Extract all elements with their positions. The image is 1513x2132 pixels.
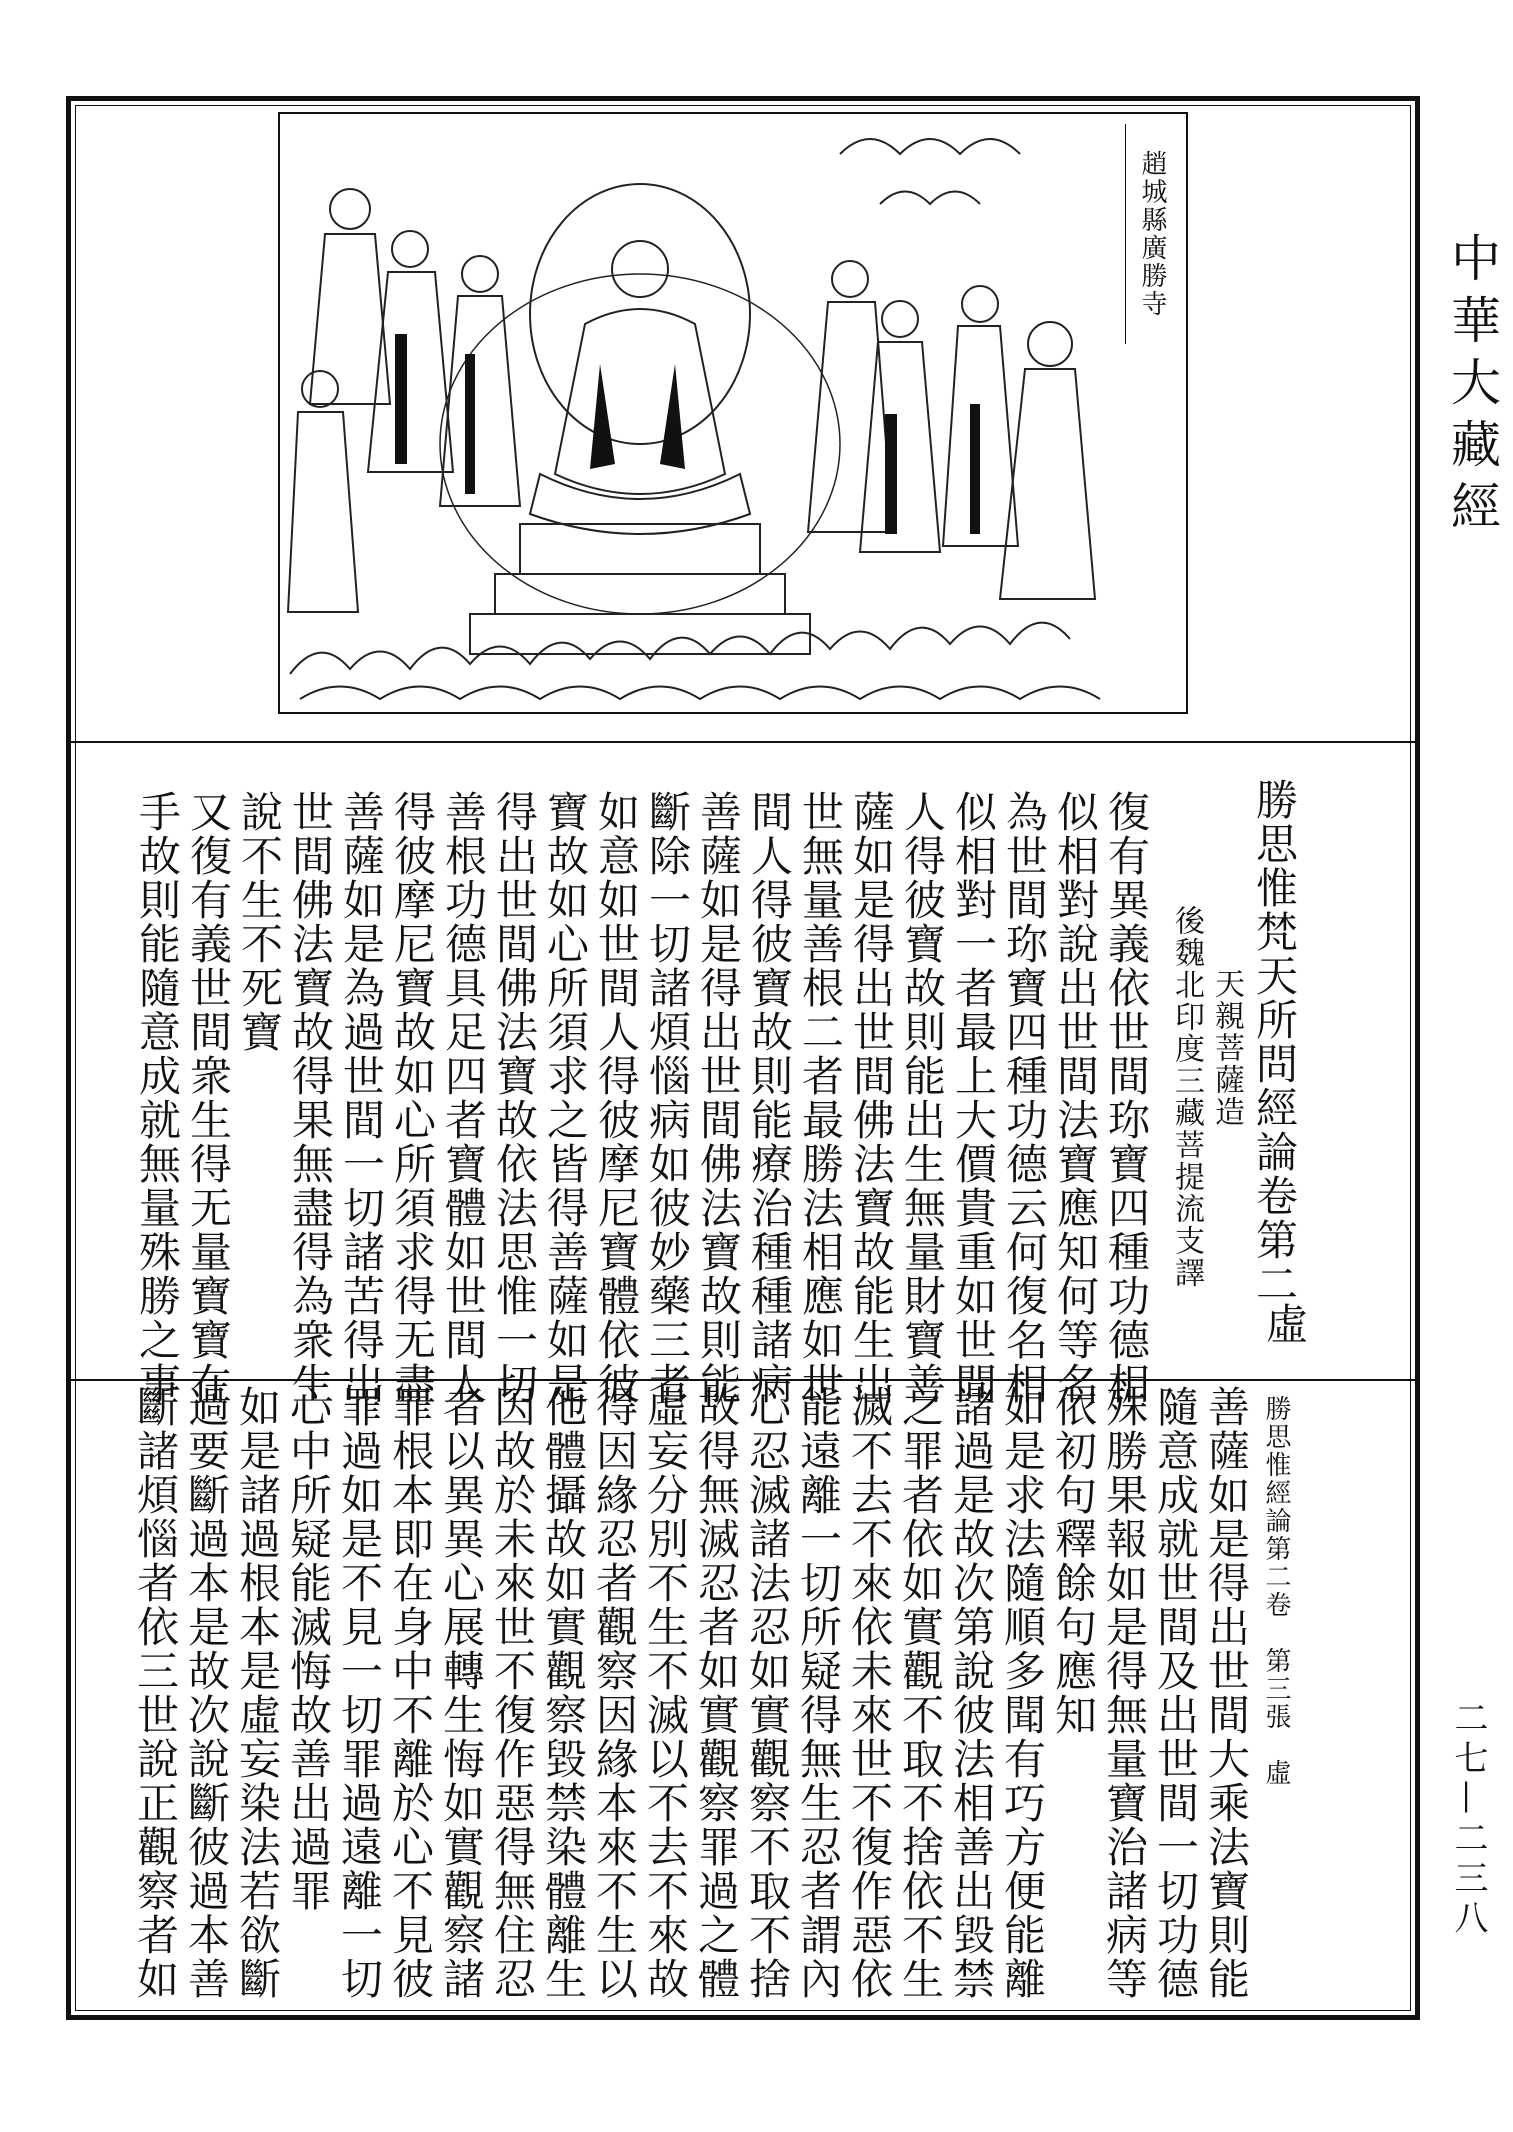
section1-column: 世間佛法寶故得果無盡得為衆生 bbox=[286, 790, 335, 1406]
section1-column: 善根功德具足四者寶體如世間人 bbox=[439, 790, 488, 1406]
section2-column: 如是諸過根本是虛妄染法若欲斷 bbox=[233, 1385, 282, 2001]
section1-column: 善薩如是為過世間一切諸苦得出 bbox=[337, 790, 386, 1406]
section2-column: 心忍滅諸法忍如實觀察不取不捨 bbox=[743, 1385, 792, 2001]
section1-title: 勝思惟梵天所問經論卷第二 bbox=[1250, 778, 1299, 1306]
section1-column: 世無量善根二者最勝法相應如世 bbox=[796, 790, 845, 1406]
section2-header-page: 第三張 bbox=[1261, 1647, 1291, 1731]
section2-header bbox=[1250, 1395, 1302, 1787]
section1-column: 間人得彼寶故則能療治種種諸病 bbox=[745, 790, 794, 1406]
section1-column: 似相對說出世間法寶應知何等名 bbox=[1051, 790, 1100, 1406]
section1-column: 善薩如是得出世間佛法寶故則能 bbox=[694, 790, 743, 1406]
assembly-scene-drawing bbox=[280, 114, 1186, 712]
page-number: 二七—二三八 bbox=[1448, 1700, 1488, 1940]
collection-title: 中華大藏經 bbox=[1443, 232, 1501, 542]
section1-column: 斷除一切諸煩惱病如彼妙藥三者 bbox=[643, 790, 692, 1406]
section2-column: 過要斷過本是故次說斷彼過本善 bbox=[182, 1385, 231, 2001]
section2-column: 罪過如是不見一切罪過遠離一切 bbox=[335, 1385, 384, 2001]
section2-column: 得因緣忍者觀察因緣本來不生以 bbox=[590, 1385, 639, 2001]
section2-column: 能遠離一切所疑得無生忍者謂內 bbox=[794, 1385, 843, 2001]
section1-column: 說不生不死寶 bbox=[235, 790, 284, 1054]
section2-column: 斷諸煩惱者依三世說正觀察者如 bbox=[131, 1385, 180, 2001]
section1-column: 寶故如心所須求之皆得善薩如是 bbox=[541, 790, 590, 1406]
section1-column: 得彼摩尼寶故如心所須求得无盡 bbox=[388, 790, 437, 1406]
section2-column: 罪根本即在身中不離於心不見彼 bbox=[386, 1385, 435, 2001]
buddha-illustration bbox=[278, 112, 1188, 714]
section1-column: 又復有義世間衆生得无量寶寶在 bbox=[184, 790, 233, 1406]
temple-label: 趙城縣廣勝寺 bbox=[1125, 124, 1178, 344]
section2-column: 隨意成就世間及出世間一切功德 bbox=[1151, 1385, 1200, 2001]
section2-column: 諸過是故次第說彼法相善出毀禁 bbox=[947, 1385, 996, 2001]
section1-author: 天親菩薩造 bbox=[1209, 968, 1244, 1128]
section1-column: 得出世間佛法寶故依法思惟一切 bbox=[490, 790, 539, 1406]
section1-column: 復有異義依世間珎寶四種功德相 bbox=[1102, 790, 1151, 1406]
section2-header-title: 勝思惟經論第二卷 bbox=[1261, 1395, 1291, 1619]
section1-column: 為世間珎寶四種功德云何復名相 bbox=[1000, 790, 1049, 1406]
divider-top bbox=[71, 741, 1415, 743]
section2-header-mark: 虛 bbox=[1261, 1759, 1291, 1787]
section2-column: 善薩如是得出世間大乘法寶則能 bbox=[1202, 1385, 1251, 2001]
section1-column: 似相對一者最上大價貴重如世間 bbox=[949, 790, 998, 1406]
section1-char-mark: 虛 bbox=[1260, 1302, 1309, 1344]
section2-column: 之罪者依如實觀不取不捨依不生 bbox=[896, 1385, 945, 2001]
section2-column: 故得無滅忍者如實觀察罪過之體 bbox=[692, 1385, 741, 2001]
section2-column: 虛妄分別不生不滅以不去不來故 bbox=[641, 1385, 690, 2001]
section2-column: 依初句釋餘句應知 bbox=[1049, 1385, 1098, 1737]
section1-column: 手故則能隨意成就無量殊勝之事 bbox=[133, 790, 182, 1406]
section2-column: 滅不去不來依未來世不復作惡依 bbox=[845, 1385, 894, 2001]
section1-column: 人得彼寶故則能出生無量財寶善 bbox=[898, 790, 947, 1406]
section1-column: 如意如世間人得彼摩尼寶體依彼 bbox=[592, 790, 641, 1406]
section2-column: 殊勝果報如是得無量寶治諸病等 bbox=[1100, 1385, 1149, 2001]
section2-column: 如是求法隨順多聞有巧方便能離 bbox=[998, 1385, 1047, 2001]
section2-column: 者以異異心展轉生悔如實觀察諸 bbox=[437, 1385, 486, 2001]
section2-column: 心中所疑能滅悔故善出過罪 bbox=[284, 1385, 333, 1913]
section1-translator: 後魏北印度三藏菩提流支譯 bbox=[1169, 905, 1204, 1289]
section2-column: 因故於未來世不復作惡得無住忍 bbox=[488, 1385, 537, 2001]
section1-column: 薩如是得出世間佛法寶故能生出 bbox=[847, 790, 896, 1406]
section2-column: 他體攝故如實觀察毀禁染體離生 bbox=[539, 1385, 588, 2001]
